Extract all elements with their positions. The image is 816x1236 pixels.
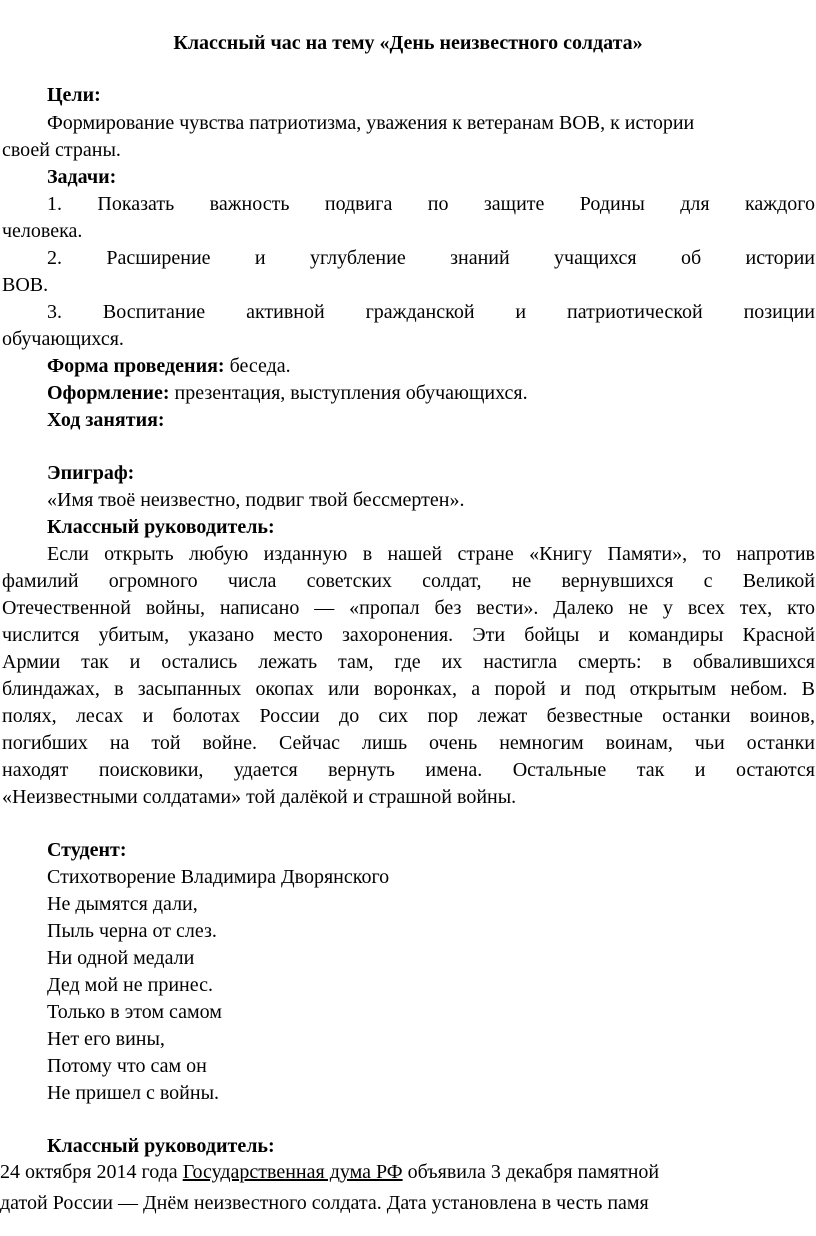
teacher-2-line-2: датой России — Днём неизвестного солдата. Дата установлена в честь памя — [0, 1192, 649, 1214]
teacher-1-line-4: числится убитым, указано место захоронения. Эти бойцы и командиры Красной — [2, 624, 815, 646]
form-row — [47, 353, 291, 379]
epigraph-heading: Эпиграф: — [47, 462, 135, 484]
task-1-line-1: 1. Показать важность подвига по защите Родины для каждого — [47, 193, 815, 215]
form-value: беседа. — [224, 355, 291, 377]
goals-line-1: Формирование чувства патриотизма, уважения к ветеранам ВОВ, к истории — [47, 112, 695, 134]
teacher-1-line-7: полях, лесах и болотах России до сих пор лежат безвестные останки воинов, — [2, 705, 815, 727]
poem-line-7: Нет его вины, — [47, 1028, 165, 1050]
duma-link[interactable]: Государственная дума РФ — [182, 1161, 403, 1183]
design-label: Оформление: — [47, 382, 170, 404]
task-2-line-2: ВОВ. — [2, 274, 49, 296]
course-heading: Ход занятия: — [47, 409, 165, 431]
poem-line-8: Потому что сам он — [47, 1055, 207, 1077]
teacher-1-line-9: находят поисковики, удается вернуть имена. Остальные так и остаются — [2, 759, 815, 781]
task-3-line-2: обучающихся. — [2, 328, 124, 350]
poem-line-1: Стихотворение Владимира Дворянского — [47, 866, 390, 888]
poem-line-4: Ни одной медали — [47, 947, 195, 969]
teacher-2-line-1-end: объявила 3 декабря памятной — [402, 1161, 660, 1183]
goals-line-2: своей страны. — [2, 139, 121, 161]
epigraph-text: «Имя твоё неизвестно, подвиг твой бессмертен». — [47, 489, 465, 511]
design-value: презентация, выступления обучающихся. — [169, 382, 528, 404]
teacher-1-line-8: погибших на той войне. Сейчас лишь очень немногим воинам, чьи останки — [2, 732, 815, 754]
task-3-line-1: 3. Воспитание активной гражданской и патриотической позиции — [47, 301, 815, 323]
design-row — [47, 380, 528, 406]
teacher-1-line-5: Армии так и остались лежать там, где их настигла смерть: в обвалившихся — [2, 651, 815, 673]
tasks-heading: Задачи: — [47, 166, 117, 188]
poem-line-5: Дед мой не принес. — [47, 974, 213, 996]
teacher-1-line-1: Если открыть любую изданную в нашей стране «Книгу Памяти», то напротив — [47, 543, 815, 565]
task-1-line-2: человека. — [2, 220, 83, 242]
teacher-1-line-10: «Неизвестными солдатами» той далёкой и страшной войны. — [2, 786, 517, 808]
document-title: Классный час на тему «День неизвестного солдата» — [173, 32, 643, 54]
teacher-2-line-1 — [0, 1159, 659, 1185]
teacher-1-line-2: фамилий огромного числа советских солдат, не вернувшихся с Великой — [2, 570, 815, 592]
poem-line-3: Пыль черна от слез. — [47, 920, 217, 942]
task-2-line-1: 2. Расширение и углубление знаний учащихся об истории — [47, 247, 815, 269]
teacher-1-line-3: Отечественной войны, написано — «пропал без вести». Далеко не у всех тех, кто — [2, 597, 815, 619]
teacher-1-line-6: блиндажах, в засыпанных окопах или воронках, а порой и под открытым небом. В — [2, 678, 815, 700]
poem-line-6: Только в этом самом — [47, 1001, 222, 1023]
form-label: Форма проведения: — [47, 355, 225, 377]
poem-line-2: Не дымятся дали, — [47, 893, 198, 915]
goals-heading: Цели: — [47, 84, 101, 106]
student-heading: Студент: — [47, 839, 127, 861]
teacher-1-heading: Классный руководитель: — [47, 516, 275, 538]
teacher-2-heading: Классный руководитель: — [47, 1135, 275, 1157]
teacher-2-line-1-start: 24 октября 2014 года — [0, 1161, 183, 1183]
poem-line-9: Не пришел с войны. — [47, 1082, 220, 1104]
